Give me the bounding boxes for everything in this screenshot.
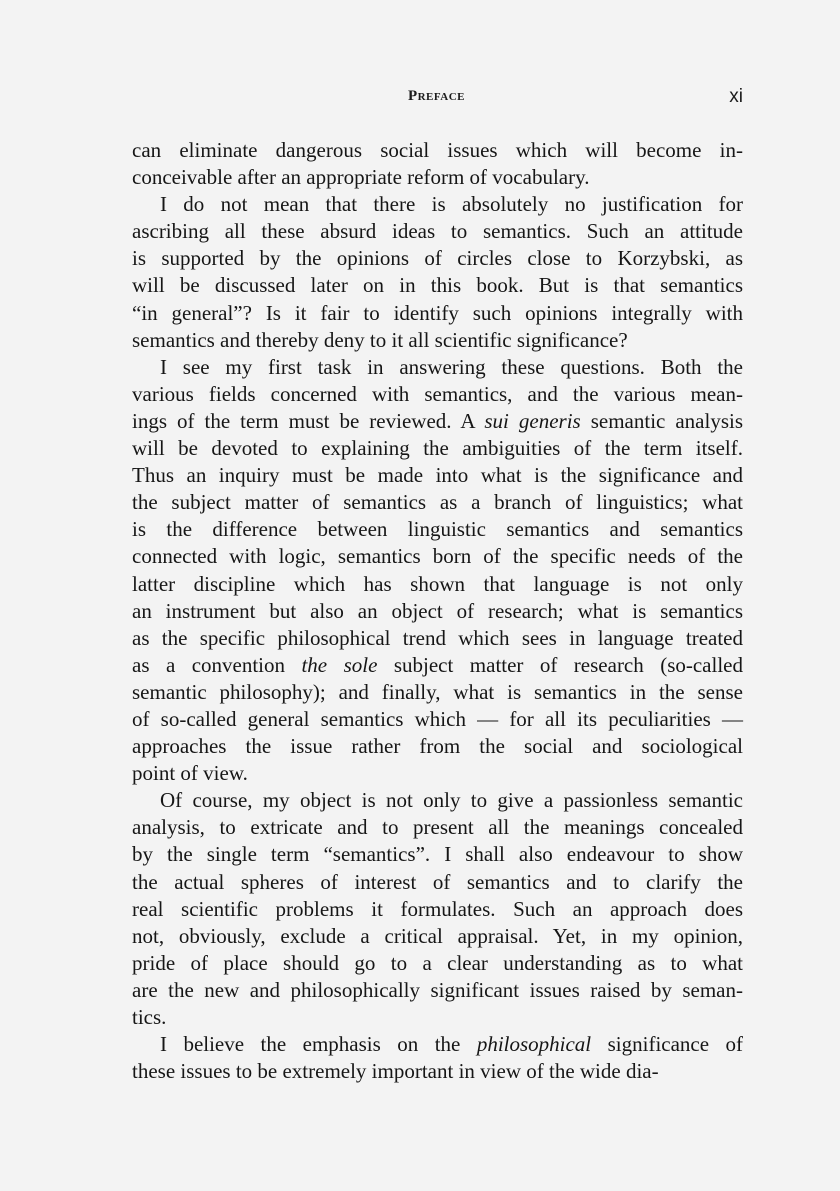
text-run: not, obviously, exclude a critical appraisal. Yet, in my opinion,	[132, 923, 743, 948]
text-line	[132, 652, 743, 679]
text-run: “in general”? Is it fair to identify such opinions integrally with	[132, 300, 743, 325]
text-run: conceivable after an appropriate reform of vocabulary.	[132, 165, 590, 190]
page-number: xi	[729, 86, 743, 107]
text-run: is supported by the opinions of circles close to Korzybski, as	[132, 246, 743, 271]
text-run: tics.	[132, 1005, 167, 1029]
text-line	[132, 814, 743, 841]
text-line	[132, 1031, 743, 1058]
body-text	[132, 137, 743, 1085]
text-run: I see my first task in answering these questions. Both the	[160, 354, 743, 379]
text-run: of so-called general semantics which — for all its peculiarities —	[132, 706, 743, 731]
text-run: I believe the emphasis on the	[160, 1032, 477, 1057]
paragraph	[132, 354, 743, 788]
italic-phrase: the sole	[301, 652, 378, 677]
text-line	[132, 327, 743, 354]
text-run: I do not mean that there is absolutely no justification for	[160, 192, 743, 217]
text-run: an instrument but also an object of research; what is semantics	[132, 598, 743, 623]
text-line	[132, 598, 743, 625]
text-line	[132, 191, 743, 218]
text-run: is the difference between linguistic semantics and semantics	[132, 517, 743, 542]
text-run: as a convention	[132, 652, 302, 677]
text-run: point of view.	[132, 761, 248, 786]
text-line	[132, 300, 743, 327]
text-line	[132, 923, 743, 950]
text-line	[132, 408, 743, 435]
paragraph	[132, 137, 743, 191]
text-line	[132, 977, 743, 1004]
running-head	[130, 86, 743, 110]
text-run: significance of	[591, 1032, 744, 1057]
text-run: ascribing all these absurd ideas to semantics. Such an attitude	[132, 219, 743, 244]
text-line	[132, 950, 743, 977]
text-run: ings of the term must be reviewed. A	[132, 408, 485, 433]
text-run: as the specific philosophical trend which sees in language treated	[132, 625, 743, 650]
text-run: real scientific problems it formulates. Such an approach does	[132, 896, 743, 921]
text-line	[132, 571, 743, 598]
paragraph	[132, 787, 743, 1031]
text-line	[132, 272, 743, 299]
text-run: can eliminate dangerous social issues which will become in-	[132, 138, 743, 162]
text-line	[132, 706, 743, 733]
paragraph	[132, 191, 743, 354]
text-line	[132, 516, 743, 543]
text-run: approaches the issue rather from the social and sociological	[132, 734, 743, 759]
text-line	[132, 1058, 743, 1085]
text-line	[132, 869, 743, 896]
running-title: Preface	[407, 88, 466, 104]
text-run: analysis, to extricate and to present all the meanings concealed	[132, 815, 743, 840]
text-line	[132, 435, 743, 462]
text-line	[132, 245, 743, 272]
text-line	[132, 462, 743, 489]
italic-phrase: philosophical	[476, 1032, 592, 1057]
text-run: connected with logic, semantics born of the specific needs of the	[132, 544, 743, 569]
text-line	[132, 137, 743, 164]
italic-phrase: sui generis	[484, 408, 581, 433]
text-run: will be discussed later on in this book. But is that semantics	[132, 273, 743, 298]
text-run: semantic philosophy); and finally, what is semantics in the sense	[132, 679, 743, 704]
text-run: semantics and thereby deny to it all scientific significance?	[132, 327, 628, 352]
text-line	[132, 543, 743, 570]
text-run: are the new and philosophically significant issues raised by seman-	[132, 977, 743, 1002]
text-line	[132, 218, 743, 245]
text-line	[132, 164, 743, 191]
text-run: semantic analysis	[580, 408, 744, 433]
text-run: will be devoted to explaining the ambiguities of the term itself.	[132, 436, 743, 461]
text-line	[132, 489, 743, 516]
text-run: by the single term “semantics”. I shall also endeavour to show	[132, 842, 743, 867]
text-run: Thus an inquiry must be made into what is the significance and	[132, 463, 743, 488]
text-run: Of course, my object is not only to give a passionless semantic	[160, 788, 743, 813]
paragraph	[132, 1031, 743, 1085]
text-line	[132, 760, 743, 787]
text-run: subject matter of research (so-called	[377, 652, 743, 677]
text-line	[132, 679, 743, 706]
text-run: the actual spheres of interest of semantics and to clarify the	[132, 869, 743, 894]
text-run: pride of place should go to a clear understanding as to what	[132, 950, 743, 975]
text-line	[132, 1004, 743, 1031]
text-line	[132, 354, 743, 381]
text-line	[132, 625, 743, 652]
text-line	[132, 896, 743, 923]
text-line	[132, 787, 743, 814]
text-run: the subject matter of semantics as a branch of linguistics; what	[132, 490, 743, 515]
text-line	[132, 733, 743, 760]
text-run: these issues to be extremely important in view of the wide dia-	[132, 1059, 659, 1084]
text-line	[132, 381, 743, 408]
text-line	[132, 841, 743, 868]
text-run: various fields concerned with semantics, and the various mean-	[132, 381, 743, 406]
text-run: latter discipline which has shown that language is not only	[132, 571, 743, 596]
